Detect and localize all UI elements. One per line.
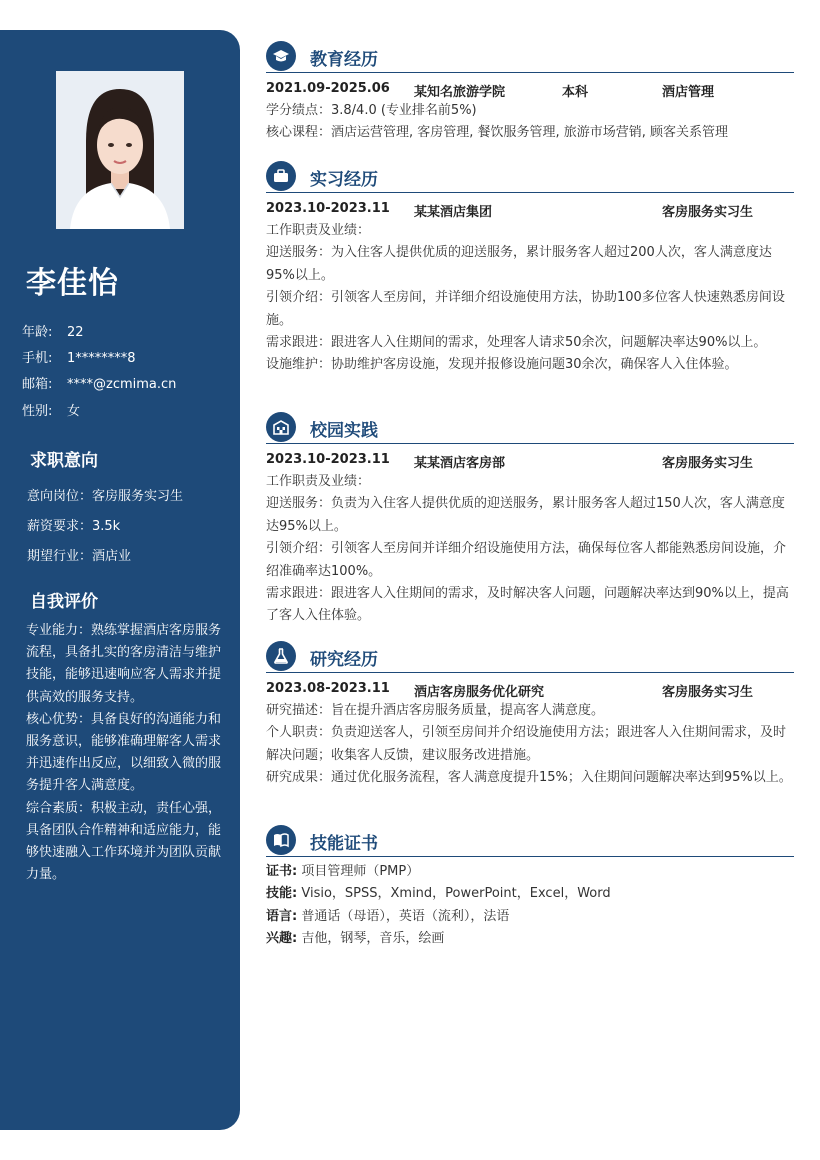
intent-salary: 薪资要求：3.5k <box>27 519 121 534</box>
education-degree: 本科 <box>562 85 589 100</box>
research-row <box>266 678 794 700</box>
briefcase-icon <box>266 161 296 191</box>
book-icon <box>266 825 296 855</box>
detail-line: 设施维护：协助维护客房设施，发现并报修设施问题30余次，确保客人入住体验。 <box>266 357 738 373</box>
detail-line: 需求跟进：跟进客人入住期间的需求，处理客人请求50余次，问题解决率达90%以上。 <box>266 335 767 351</box>
self-eval-paragraph: 综合素质：积极主动，责任心强，具备团队合作精神和适应能力，能够快速融入工作环境并为团队贡献力量。 <box>26 800 222 883</box>
detail-line: 工作职责及业绩： <box>266 223 371 238</box>
section-header <box>266 161 794 193</box>
research-details <box>266 700 794 790</box>
skill-value: 项目管理师（PMP） <box>301 864 420 879</box>
section-header <box>266 641 794 673</box>
research-date: 2023.08-2023.11 <box>266 681 390 696</box>
research-section <box>266 641 794 790</box>
internship-org: 某某酒店集团 <box>414 205 493 220</box>
detail-line: 引领介绍：引领客人至房间并详细介绍设施使用方法，确保每位客人都能熟悉房间设施，介绍准确率达100%。 <box>266 541 787 579</box>
self-eval-title: 自我评价 <box>30 592 98 612</box>
research-role: 客房服务实习生 <box>662 685 754 700</box>
intent-position: 意向岗位：客房服务实习生 <box>27 489 184 504</box>
section-title: 技能证书 <box>310 834 378 854</box>
campus-date: 2023.10-2023.11 <box>266 452 390 467</box>
skill-label: 技能: <box>266 886 298 902</box>
detail-line: 研究描述：旨在提升酒店客房服务质量，提高客人满意度。 <box>266 703 605 718</box>
info-value: 女 <box>67 404 81 419</box>
internship-date: 2023.10-2023.11 <box>266 201 390 216</box>
info-label: 性别: <box>22 404 53 419</box>
skill-line <box>266 861 794 883</box>
detail-line: 引领介绍：引领客人至房间，并详细介绍设施使用方法，协助100多位客人快速熟悉房间设施。 <box>266 290 785 328</box>
campus-role: 客房服务实习生 <box>662 456 754 471</box>
detail-line: 研究成果：通过优化服务流程，客人满意度提升15%；入住期间问题解决率达到95%以上。 <box>266 770 792 786</box>
info-value: 22 <box>67 325 84 340</box>
sidebar <box>0 30 240 1130</box>
candidate-name: 李佳怡 <box>26 266 119 301</box>
education-section <box>266 41 794 145</box>
education-major: 酒店管理 <box>662 85 715 100</box>
education-date: 2021.09-2025.06 <box>266 81 390 96</box>
info-gender <box>22 400 80 419</box>
detail-line: 个人职责：负责迎送客人，引领至房间并介绍设施使用方法；跟进客人入住期间需求，及时解决问题；收集客人反馈，建议服务改进措施。 <box>266 725 787 763</box>
internship-role: 客房服务实习生 <box>662 205 754 220</box>
section-title: 研究经历 <box>310 650 378 670</box>
education-row <box>266 78 794 100</box>
skill-value: Visio，SPSS，Xmind，PowerPoint，Excel，Word <box>301 886 611 902</box>
building-icon <box>266 412 296 442</box>
detail-line: 需求跟进：跟进客人入住期间的需求，及时解决客人问题，问题解决率达到90%以上，提高了客人入住体验。 <box>266 586 789 624</box>
internship-details <box>266 220 794 377</box>
info-age <box>22 321 84 340</box>
info-label: 邮箱: <box>22 377 53 392</box>
intent-title: 求职意向 <box>30 451 98 471</box>
flask-icon <box>266 641 296 671</box>
info-label: 手机: <box>22 351 53 366</box>
info-value: ****@zcmima.cn <box>67 377 177 392</box>
info-label: 年龄: <box>22 325 53 340</box>
research-org: 酒店客房服务优化研究 <box>414 685 545 700</box>
self-eval-text <box>26 620 222 886</box>
skill-line <box>266 883 794 905</box>
skills-section <box>266 825 794 951</box>
graduation-cap-icon <box>266 41 296 71</box>
education-school: 某知名旅游学院 <box>414 85 506 100</box>
campus-details <box>266 471 794 628</box>
detail-line: 核心课程：酒店运营管理, 客房管理, 餐饮服务管理, 旅游市场营销, 顾客关系管理 <box>266 125 729 141</box>
section-header <box>266 41 794 73</box>
skill-value: 普通话（母语），英语（流利），法语 <box>301 908 510 924</box>
education-details <box>266 100 794 145</box>
internship-section <box>266 161 794 377</box>
skill-label: 证书: <box>266 864 298 879</box>
self-eval-paragraph: 专业能力：熟练掌握酒店客房服务流程，具备扎实的客房清洁与维护技能，能够迅速响应客人需求并提供高效的服务支持。 <box>26 623 222 705</box>
skill-label: 兴趣: <box>266 931 298 947</box>
campus-section <box>266 412 794 628</box>
skill-label: 语言: <box>266 908 298 924</box>
section-title: 校园实践 <box>310 421 378 441</box>
info-value: 1********8 <box>67 351 136 366</box>
detail-line: 迎送服务：为入住客人提供优质的迎送服务，累计服务客人超过200人次，客人满意度达95%以上。 <box>266 245 772 283</box>
campus-org: 某某酒店客房部 <box>414 456 506 471</box>
skill-value: 吉他，钢琴，音乐，绘画 <box>301 931 445 947</box>
detail-line: 学分绩点：3.8/4.0 (专业排名前5%) <box>266 103 477 118</box>
detail-line: 迎送服务：负责为入住客人提供优质的迎送服务，累计服务客人超过150人次，客人满意度达95%以上。 <box>266 496 785 534</box>
section-title: 实习经历 <box>310 170 378 190</box>
self-eval-paragraph: 核心优势：具备良好的沟通能力和服务意识，能够准确理解客人需求并迅速作出反应，以细致入微的服务提升客人满意度。 <box>26 711 222 794</box>
skill-line <box>266 906 794 928</box>
section-title: 教育经历 <box>310 50 378 70</box>
internship-row <box>266 198 794 220</box>
campus-row <box>266 449 794 471</box>
section-header <box>266 412 794 444</box>
info-email <box>22 373 176 392</box>
info-phone <box>22 347 136 366</box>
avatar <box>56 71 184 229</box>
intent-industry: 期望行业：酒店业 <box>27 549 132 564</box>
detail-line: 工作职责及业绩： <box>266 474 371 489</box>
section-header <box>266 825 794 857</box>
skill-line <box>266 928 794 950</box>
